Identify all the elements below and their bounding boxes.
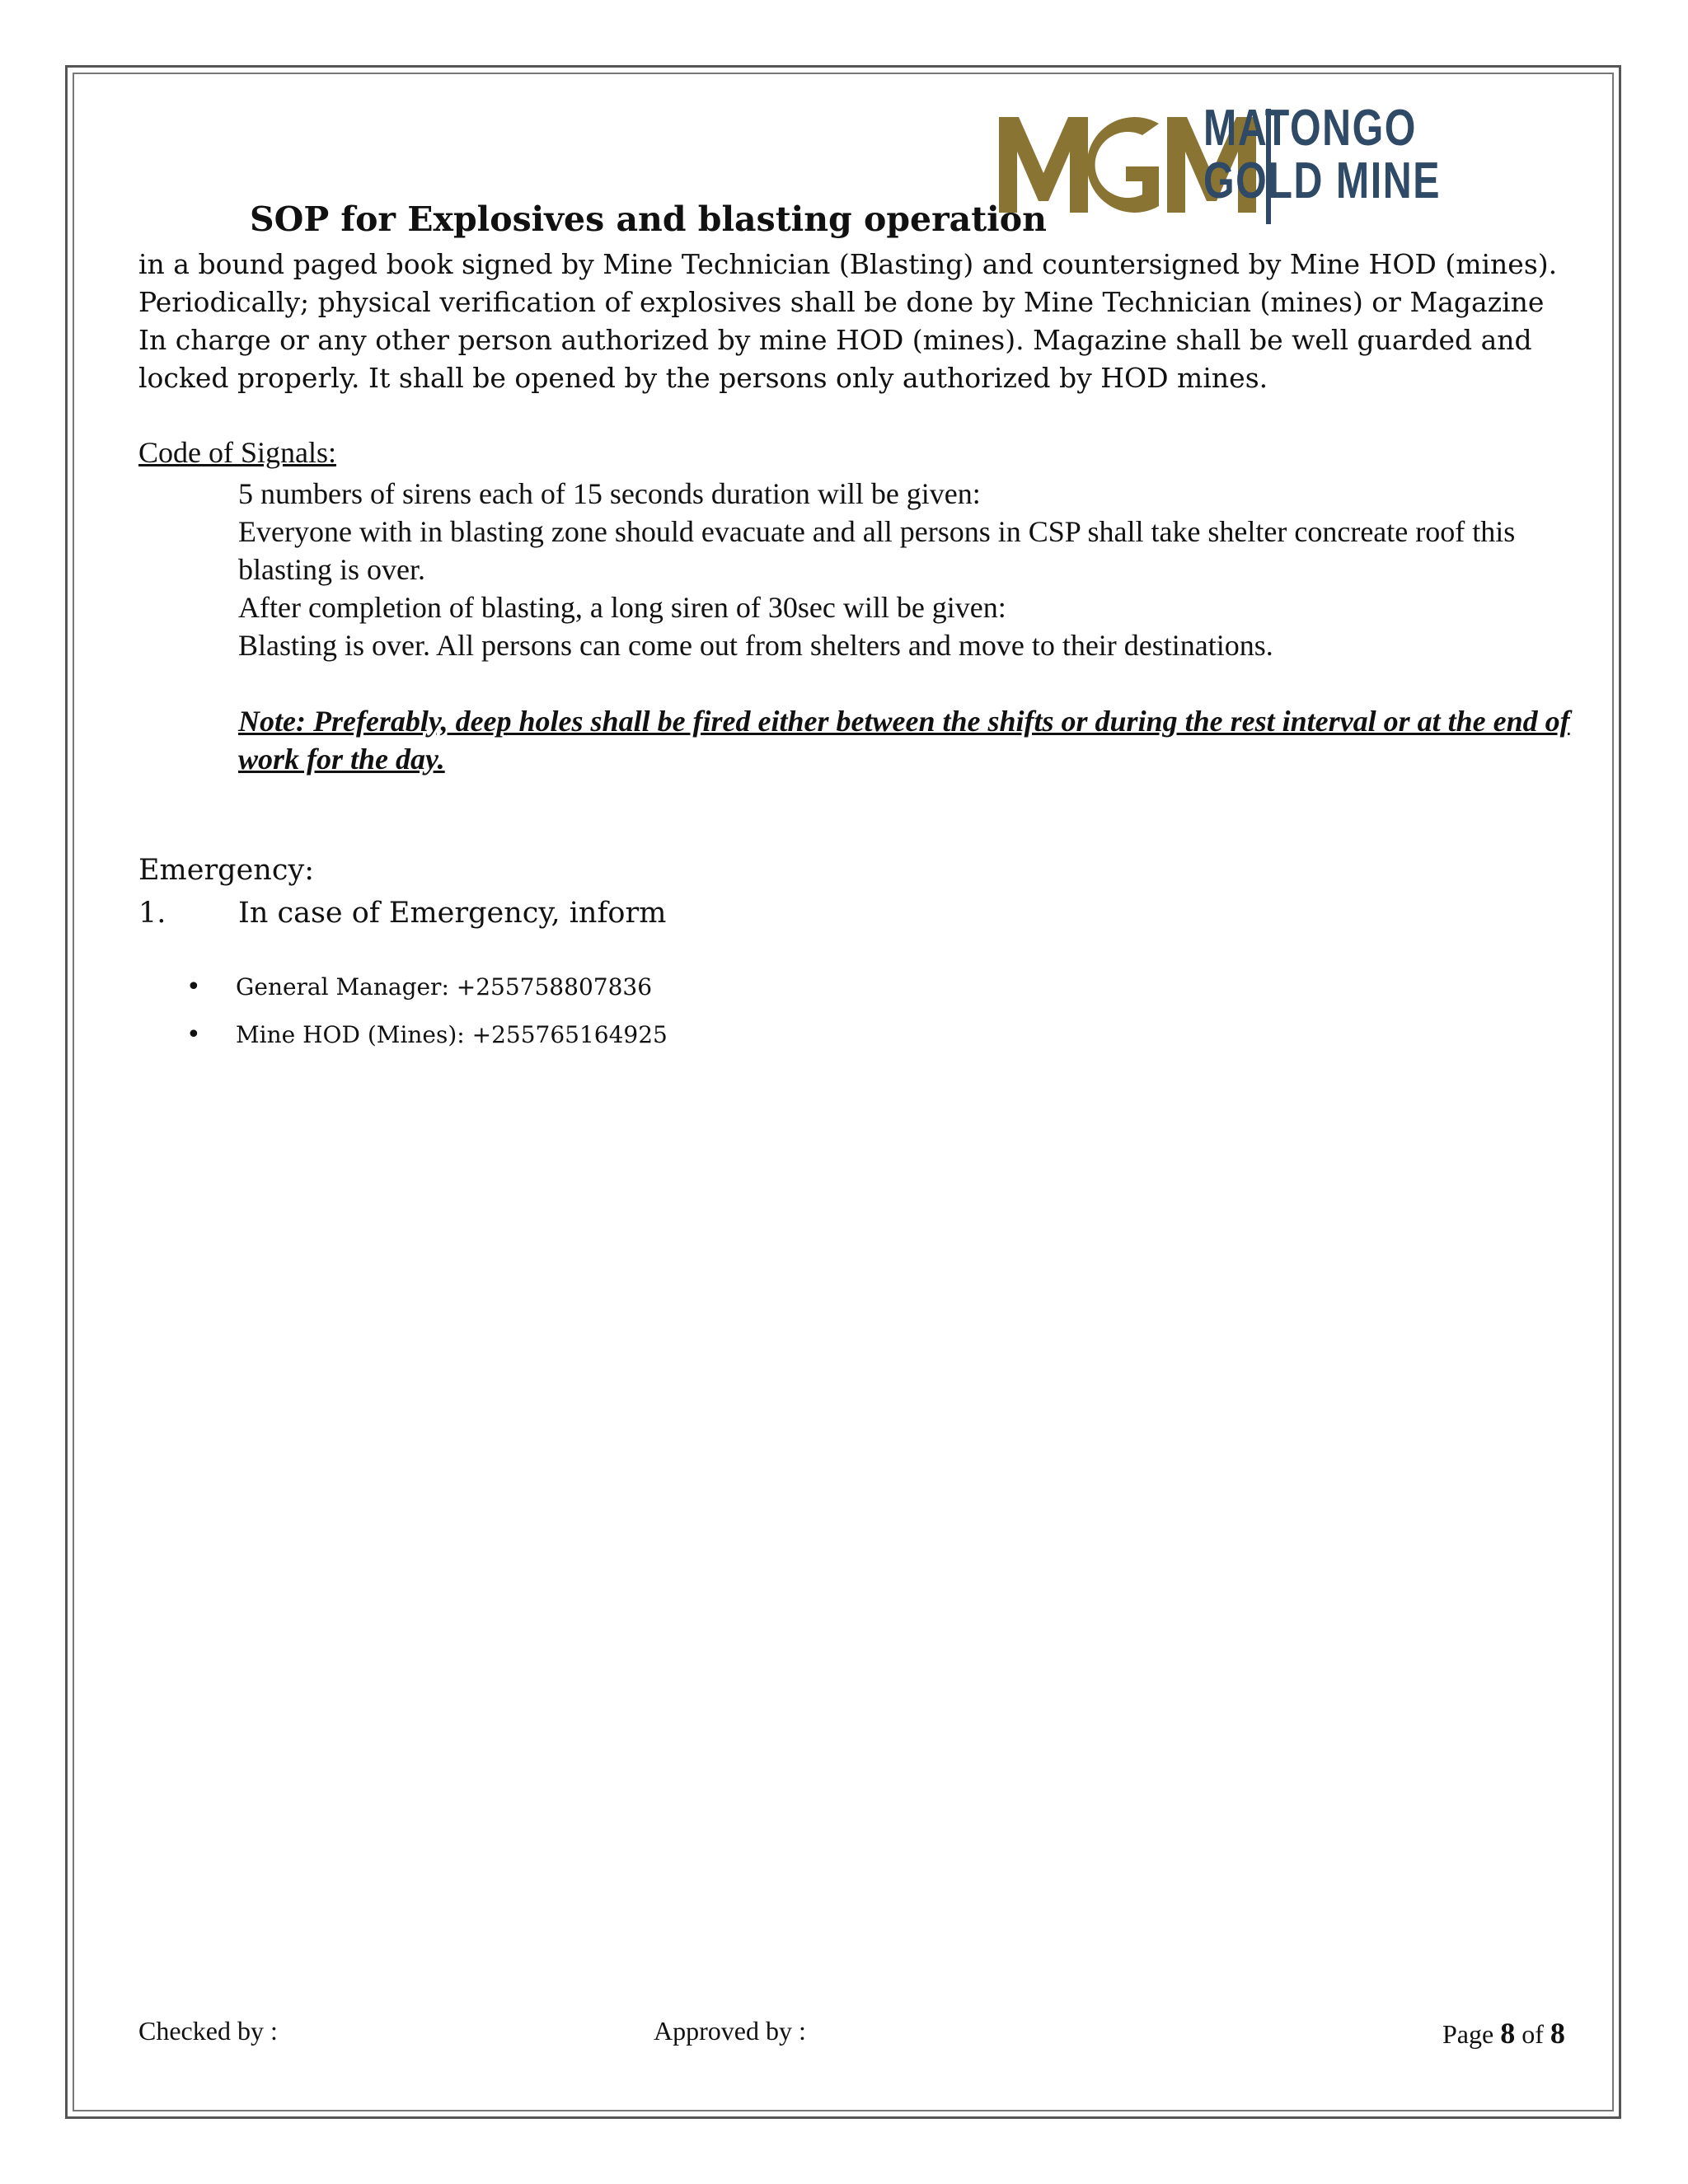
document-title: SOP for Explosives and blasting operation	[250, 199, 1047, 239]
footer-approved-by: Approved by :	[654, 2016, 806, 2046]
signal-line: Everyone with in blasting zone should evacuate and all persons in CSP shall take shelter concreate roof this blasting is over.	[238, 515, 1516, 586]
contact-text: Mine HOD (Mines): +255765164925	[236, 1021, 668, 1048]
footer-checked-by: Checked by :	[138, 2016, 278, 2046]
contact-item	[186, 1020, 668, 1049]
logo-line-2: GOLD MINE	[1203, 152, 1442, 209]
emergency-item-number: 1.	[138, 897, 166, 930]
signal-line: After completion of blasting, a long siren of 30sec will be given:	[238, 591, 1006, 624]
page-total: 8	[1550, 2017, 1565, 2050]
note-text: Note: Preferably, deep holes shall be fired either between the shifts or during the rest interval or at the end of work for the day.	[238, 705, 1570, 776]
emergency-item	[138, 897, 666, 930]
page-word: Page	[1442, 2019, 1494, 2049]
signal-line: 5 numbers of sirens each of 15 seconds duration will be given:	[238, 477, 981, 510]
emergency-heading: Emergency:	[138, 854, 315, 887]
signal-line: Blasting is over. All persons can come out from shelters and move to their destinations.	[238, 629, 1273, 662]
emergency-item-text: In case of Emergency, inform	[238, 897, 667, 930]
intro-paragraph: in a bound paged book signed by Mine Technician (Blasting) and countersigned by Mine HOD (mines). Periodically; physical verification of explosives shall be done by Mine Technician (mines) or Magazine In charge or any other person authorized by mine HOD (mines). Magazine shall be well guarded and locked properly. It shall be opened by the persons only authorized by HOD mines.	[138, 248, 1558, 394]
bullet-icon: •	[186, 972, 201, 1001]
contact-text: General Manager: +255758807836	[236, 973, 653, 1001]
contact-item	[186, 972, 652, 1001]
signals-heading: Code of Signals:	[138, 436, 336, 469]
logo-line-1: MATONGO	[1203, 100, 1417, 157]
signals-list	[238, 475, 1573, 664]
page-current: 8	[1500, 2017, 1516, 2050]
logo-text	[1203, 102, 1441, 208]
footer-page-number	[1442, 2016, 1565, 2050]
of-word: of	[1522, 2019, 1544, 2049]
bullet-icon: •	[186, 1020, 201, 1049]
